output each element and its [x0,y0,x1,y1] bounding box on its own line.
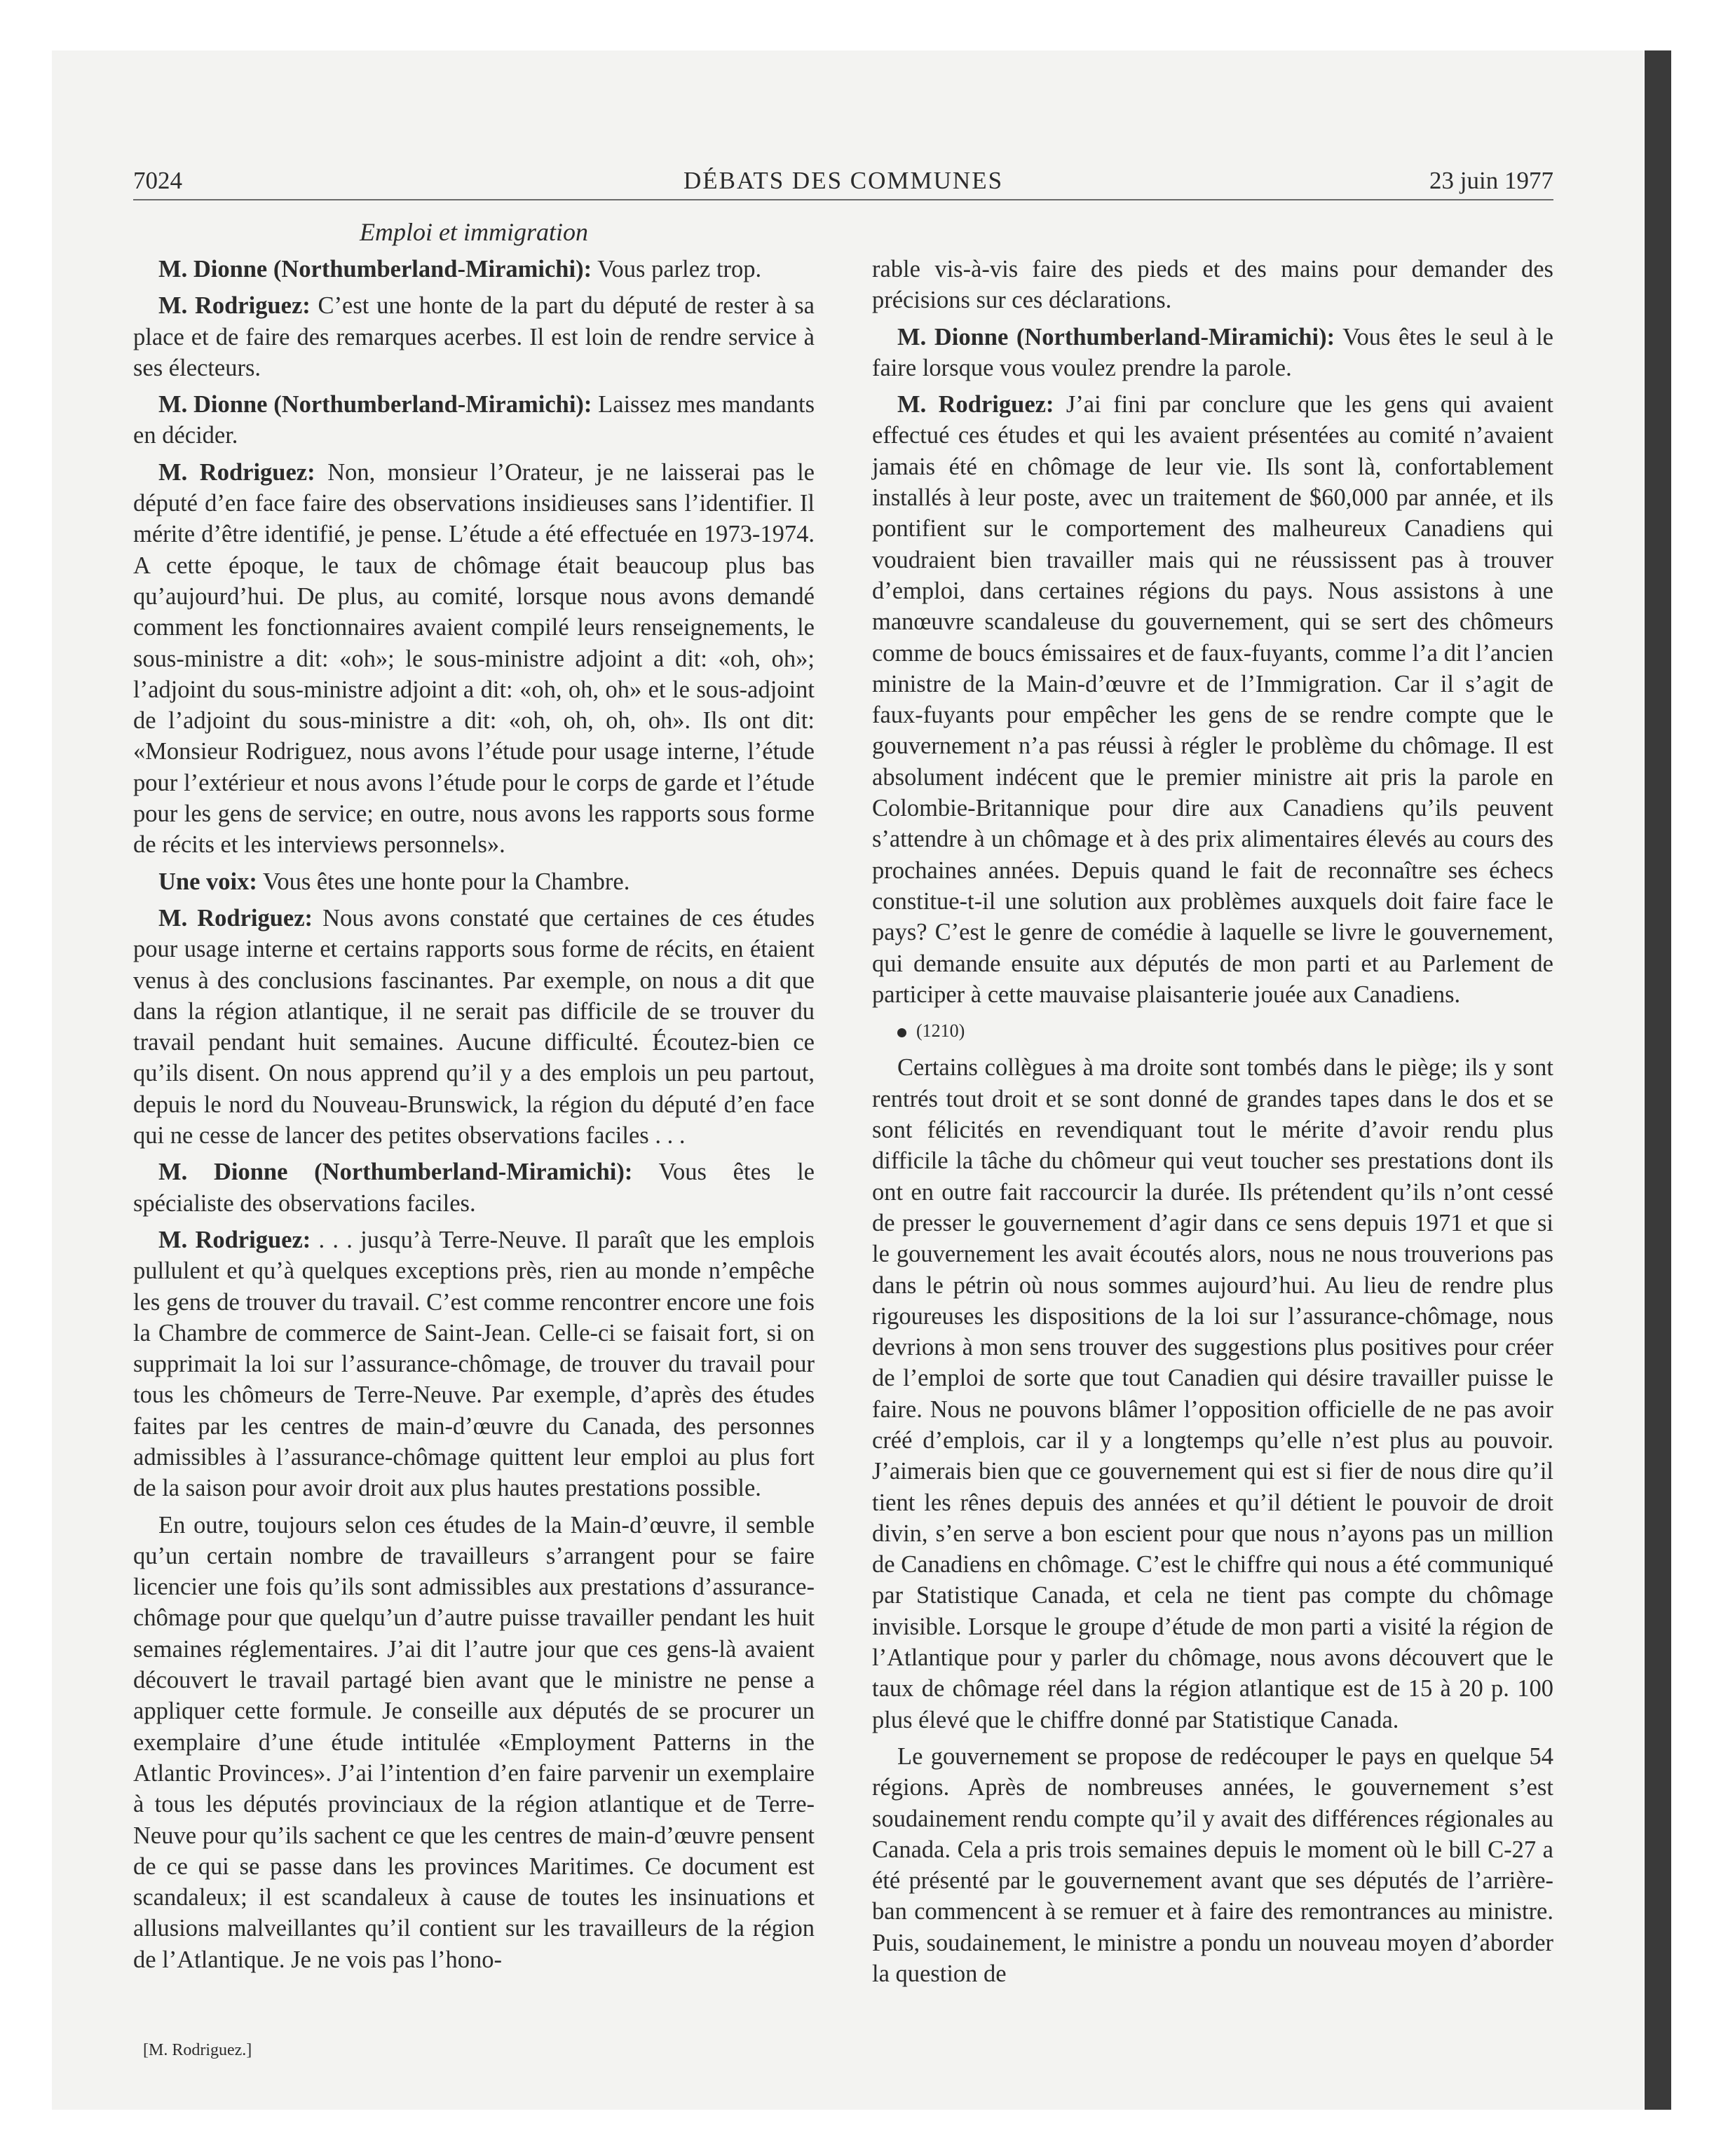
section-title: Emploi et immigration [360,218,588,246]
time-marker-label: (1210) [916,1021,965,1042]
page-header [133,167,1553,200]
speaker-name: M. Rodriguez: [158,458,315,486]
right-column-bottom [872,1052,1553,1989]
paragraph-text: Non, monsieur l’Orateur, je ne laisserai pas le député d’en face faire des observations insidieuses sans l’identifier. Il mérite d’être identifié, je pense. L’étude a été effectuée en 1973-1974. A cette époque, le taux de chômage était beaucoup plus bas qu’aujourd’hui. De plus, au comité, lorsque nous avons demandé comment les fonctionnaires avaient compilé leurs renseignements, le sous-ministre a dit: «oh»; le sous-ministre adjoint a dit: «oh, oh»; l’adjoint du sous-ministre adjoint a dit: «oh, oh, oh» et le sous-adjoint de l’adjoint du sous-ministre a dit: «oh, oh, oh, oh». Ils ont dit: «Monsieur Rodriguez, nous avons l’étude pour usage interne, l’étude pour l’extérieur et nous avons l’étude pour le corps de garde et l’étude pour les gens de service; en outre, nous avons les rapports sous forme de récits et les interviews personnels». [133,458,815,859]
paragraph-text: Nous avons constaté que certaines de ces études pour usage interne et certains rapports sous forme de récits, en étaient venus à des conclusions fascinantes. Par exemple, on nous a dit que dans la région atlantique, il ne serait pas difficile de se trouver du travail pendant huit semaines. Aucune difficulté. Écoutez-bien ce qu’ils disent. On nous apprend qu’il y a des emplois un peu partout, depuis le nord du Nouveau-Brunswick, la région du député d’en face qui ne cesse de lancer des petites observations faciles . . . [133,904,815,1149]
paragraph [872,389,1553,1010]
paragraph-text: Vous êtes une honte pour la Chambre. [257,868,630,895]
paragraph [133,290,815,383]
speaker-name: M. Rodriguez: [158,292,311,320]
bullet-icon [897,1028,906,1037]
left-column [133,254,815,1981]
paragraph [872,1741,1553,1989]
paragraph [133,457,815,861]
paragraph-text: Vous êtes le seul à le faire lorsque vous voulez prendre la parole. [872,323,1553,381]
right-column-top [872,254,1553,1010]
scan-border [1645,50,1671,2110]
paragraph [133,1224,815,1504]
paragraph [133,866,815,897]
paragraph-text: En outre, toujours selon ces études de la Main-d’œuvre, il semble qu’un certain nombre de travailleurs s’arrangent pour se faire licencier une fois qu’ils sont admissibles aux prestations d’assurance-chômage pour que quelqu’un d’autre puisse travailler pendant les huit semaines réglementaires. J’ai dit l’autre jour que ces gens-là avaient découvert le travail partagé bien avant que le ministre ne pense a appliquer cette formule. Je conseille aux députés de se procurer un exemplaire d’une étude intitulée «Employment Patterns in the Atlantic Provinces». J’ai l’intention d’en faire parvenir un exemplaire à tous les députés provinciaux de la région atlantique et de Terre-Neuve pour qu’ils sachent ce que les centres de main-d’œuvre pensent de ce qui se passe dans les provinces Maritimes. Ce document est scandaleux; il est scandaleux à cause de toutes les insinuations et allusions malveillantes qu’il contient sur les travailleurs de la région de l’Atlantique. Je ne vois pas l’hono- [133,1511,815,1973]
paragraph [133,1510,815,1975]
paragraph [872,322,1553,384]
footer-speaker-note: [M. Rodriguez.] [143,2041,252,2059]
speaker-name: M. Dionne (Northumberland-Miramichi): [158,1159,633,1186]
page-date: 23 juin 1977 [1429,167,1553,194]
paragraph-text: J’ai fini par conclure que les gens qui avaient effectué ces études et qui les avaient présentées au comité n’avaient jamais été en chômage de leur vie. Ils sont là, confortablement installés à leur poste, avec un traitement de $60,000 par année, et ils pontifient sur le comportement des malheureux Canadiens qui voudraient bien travailler mais qui ne réussissent pas à trouver d’emploi, dans certaines régions du pays. Nous assistons à une manœuvre scandaleuse du gouvernement, qui se sert des chômeurs comme de boucs émissaires et de faux-fuyants, comme l’a dit l’ancien ministre de la Main-d’œuvre et de l’Immigration. Car il s’agit de faux-fuyants pour empêcher les gens de se rendre compte que le gouvernement n’a pas réussi à régler le problème du chômage. Il est absolument indécent que le premier ministre ait pris la parole en Colombie-Britannique pour dire aux Canadiens qu’ils peuvent s’attendre à un chômage et à des prix alimentaires élevés au cours des prochaines années. Depuis quand le fait de reconnaître ses échecs constitue-t-il une solution aux problèmes auxquels doit faire face le pays? C’est le genre de comédie à laquelle se livre le gouvernement, qui demande ensuite aux députés de mon parti et au Parlement de participer à cette mauvaise plaisanterie jouée aux Canadiens. [872,391,1553,1008]
paragraph-text: Laissez mes mandants en décider. [133,391,815,449]
speaker-name: M. Rodriguez: [158,904,313,932]
paragraph [872,1052,1553,1735]
paragraph-text: Vous parlez trop. [592,256,762,282]
speaker-name: Une voix: [158,868,257,895]
time-marker [872,1016,1553,1046]
paragraph-text: . . . jusqu’à Terre-Neuve. Il paraît que les emplois pullulent et qu’à quelques exceptions près, rien au monde n’empêche les gens de trouver du travail. C’est comme rencontrer encore une fois la Chambre de commerce de Saint-Jean. Celle-ci se faisait fort, si on supprimait la loi sur l’assurance-chômage, de trouver du travail pour tous les chômeurs de Terre-Neuve. Par exemple, d’après des études faites par les centres de main-d’œuvre du Canada, des personnes admissibles à l’assurance-chômage quittent leur emploi au plus fort de la saison pour avoir droit aux plus hautes prestations possible. [133,1226,815,1502]
paragraph [133,389,815,451]
speaker-name: M. Dionne (Northumberland-Miramichi): [158,256,592,282]
speaker-name: M. Rodriguez: [158,1226,311,1253]
paragraph [133,903,815,1151]
paragraph [133,1157,815,1219]
right-column [872,254,1553,1995]
paragraph-text: Le gouvernement se propose de redécouper le pays en quelque 54 régions. Après de nombreuses années, le gouvernement s’est soudainement rendu compte qu’il y avait des différences régionales au Canada. Cela a pris trois semaines depuis le moment où le bill C-27 a été présenté par le gouvernement avant que ses députés de l’arrière-ban commencent à se remuer et à faire des remontrances au ministre. Puis, soudainement, le ministre a pondu un nouveau moyen d’aborder la question de [872,1742,1553,1988]
paragraph-text: C’est une honte de la part du député de rester à sa place et de faire des remarques acerbes. Il est loin de rendre service à ses électeurs. [133,292,815,381]
paragraph [133,254,815,285]
paragraph [872,254,1553,316]
paragraph-text: Certains collègues à ma droite sont tombés dans le piège; ils y sont rentrés tout droit et se sont donné de grandes tapes dans le dos et se sont félicités en revendiquant tout le mérite d’avoir rendu plus difficile la tâche du chômeur qui veut toucher ses prestations dont ils ont en outre fait raccourcir la durée. Ils prétendent qu’ils n’ont cessé de presser le gouvernement d’agir dans ce sens depuis 1971 et que si le gouvernement les avait écoutés alors, nous ne nous trouverions pas dans le pétrin où nous sommes aujourd’hui. Au lieu de rendre plus rigoureuses les dispositions de la loi sur l’assurance-chômage, nous devrions à mon sens trouver des suggestions plus positives pour créer de l’emploi de sorte que tout Canadien qui désire travailler puisse le faire. Nous ne pouvons blâmer l’opposition officielle de ne pas avoir créé d’emplois, car il y a longtemps qu’elle n’est plus au pouvoir. J’aimerais bien que ce gouvernement qui est si fier de nous dire qu’il tient les rênes depuis des années et qu’il détient le pouvoir de droit divin, s’en serve a bon escient pour que nous n’ayons pas un million de Canadiens en chômage. C’est le chiffre qui nous a été communiqué par Statistique Canada, et cela ne tient pas compte du chômage invisible. Lorsque le groupe d’étude de mon parti a visité la région de l’Atlantique pour y parler du chômage, nous avons découvert que le taux de chômage réel dans la région atlantique est de 15 à 20 p. 100 plus élevé que le chiffre donné par Statistique Canada. [872,1054,1553,1733]
paragraph-text: rable vis-à-vis faire des pieds et des mains pour demander des précisions sur ces déclarations. [872,256,1553,314]
speaker-name: M. Dionne (Northumberland-Miramichi): [897,323,1335,350]
journal-title: DÉBATS DES COMMUNES [683,167,1004,194]
page-number: 7024 [133,167,182,194]
speaker-name: M. Dionne (Northumberland-Miramichi): [158,391,592,418]
speaker-name: M. Rodriguez: [897,391,1054,418]
paragraph-text: Vous êtes le spécialiste des observations faciles. [133,1159,815,1217]
